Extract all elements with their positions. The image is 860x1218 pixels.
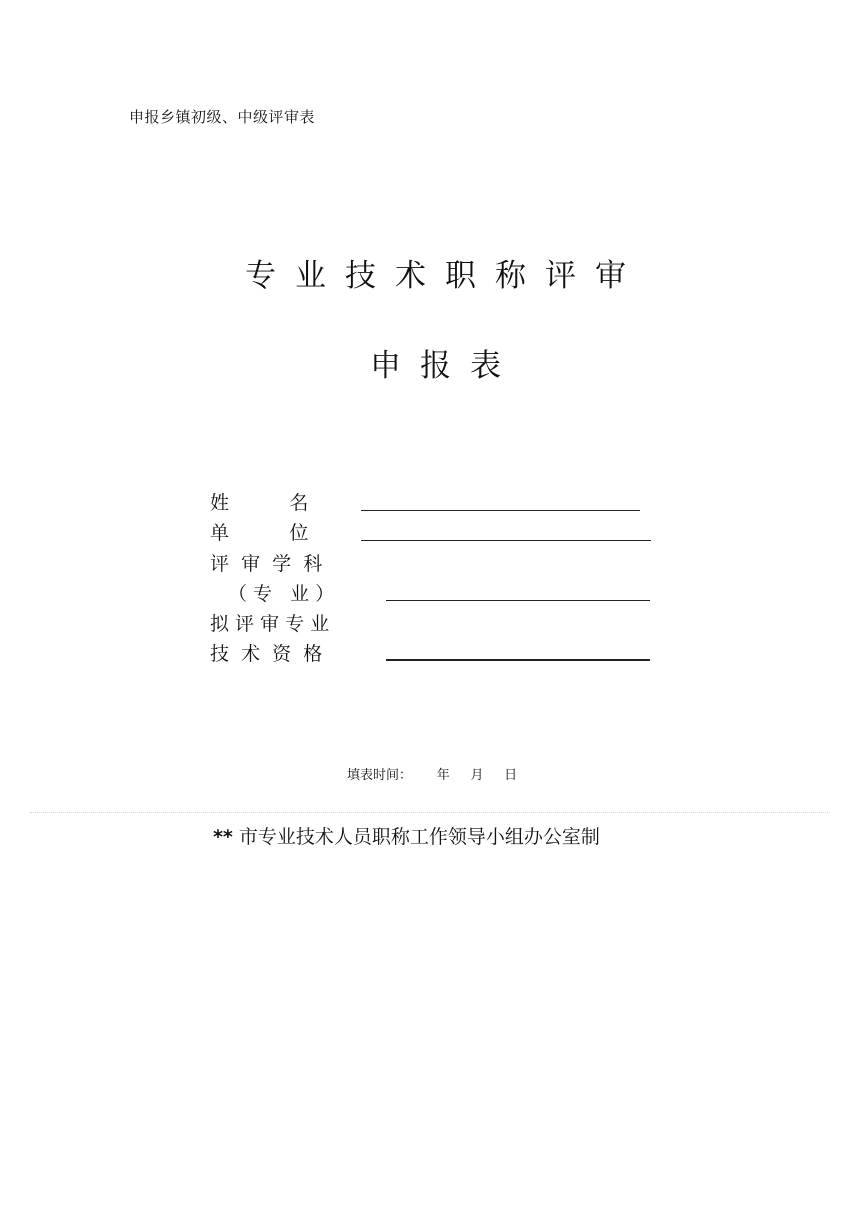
- page-separator: [30, 812, 830, 813]
- header-note: 申报乡镇初级、中级评审表: [129, 108, 316, 126]
- unit-label: 单 位: [210, 522, 309, 544]
- discipline-label: 评 审 学 科: [210, 553, 323, 575]
- unit-underline[interactable]: [361, 540, 651, 541]
- qualification-label: 技 术 资 格: [210, 643, 323, 665]
- name-label: 姓 名: [210, 492, 309, 514]
- fill-date: 填表时间： 年 月 日: [347, 768, 518, 783]
- discipline-underline[interactable]: [386, 600, 650, 601]
- footer-stars: **: [213, 826, 233, 848]
- proposed-specialty-label: 拟 评 审 专 业: [210, 613, 330, 635]
- document-title: 专业技术职称评审: [245, 258, 645, 294]
- issuer-footer: [213, 822, 600, 849]
- discipline-specialty-label: （ 专 业 ）: [228, 583, 335, 605]
- qualification-underline[interactable]: [386, 659, 650, 661]
- name-underline[interactable]: [361, 510, 640, 511]
- footer-text: 市专业技术人员职称工作领导小组办公室制: [238, 826, 600, 848]
- document-subtitle: 申报表: [370, 348, 520, 384]
